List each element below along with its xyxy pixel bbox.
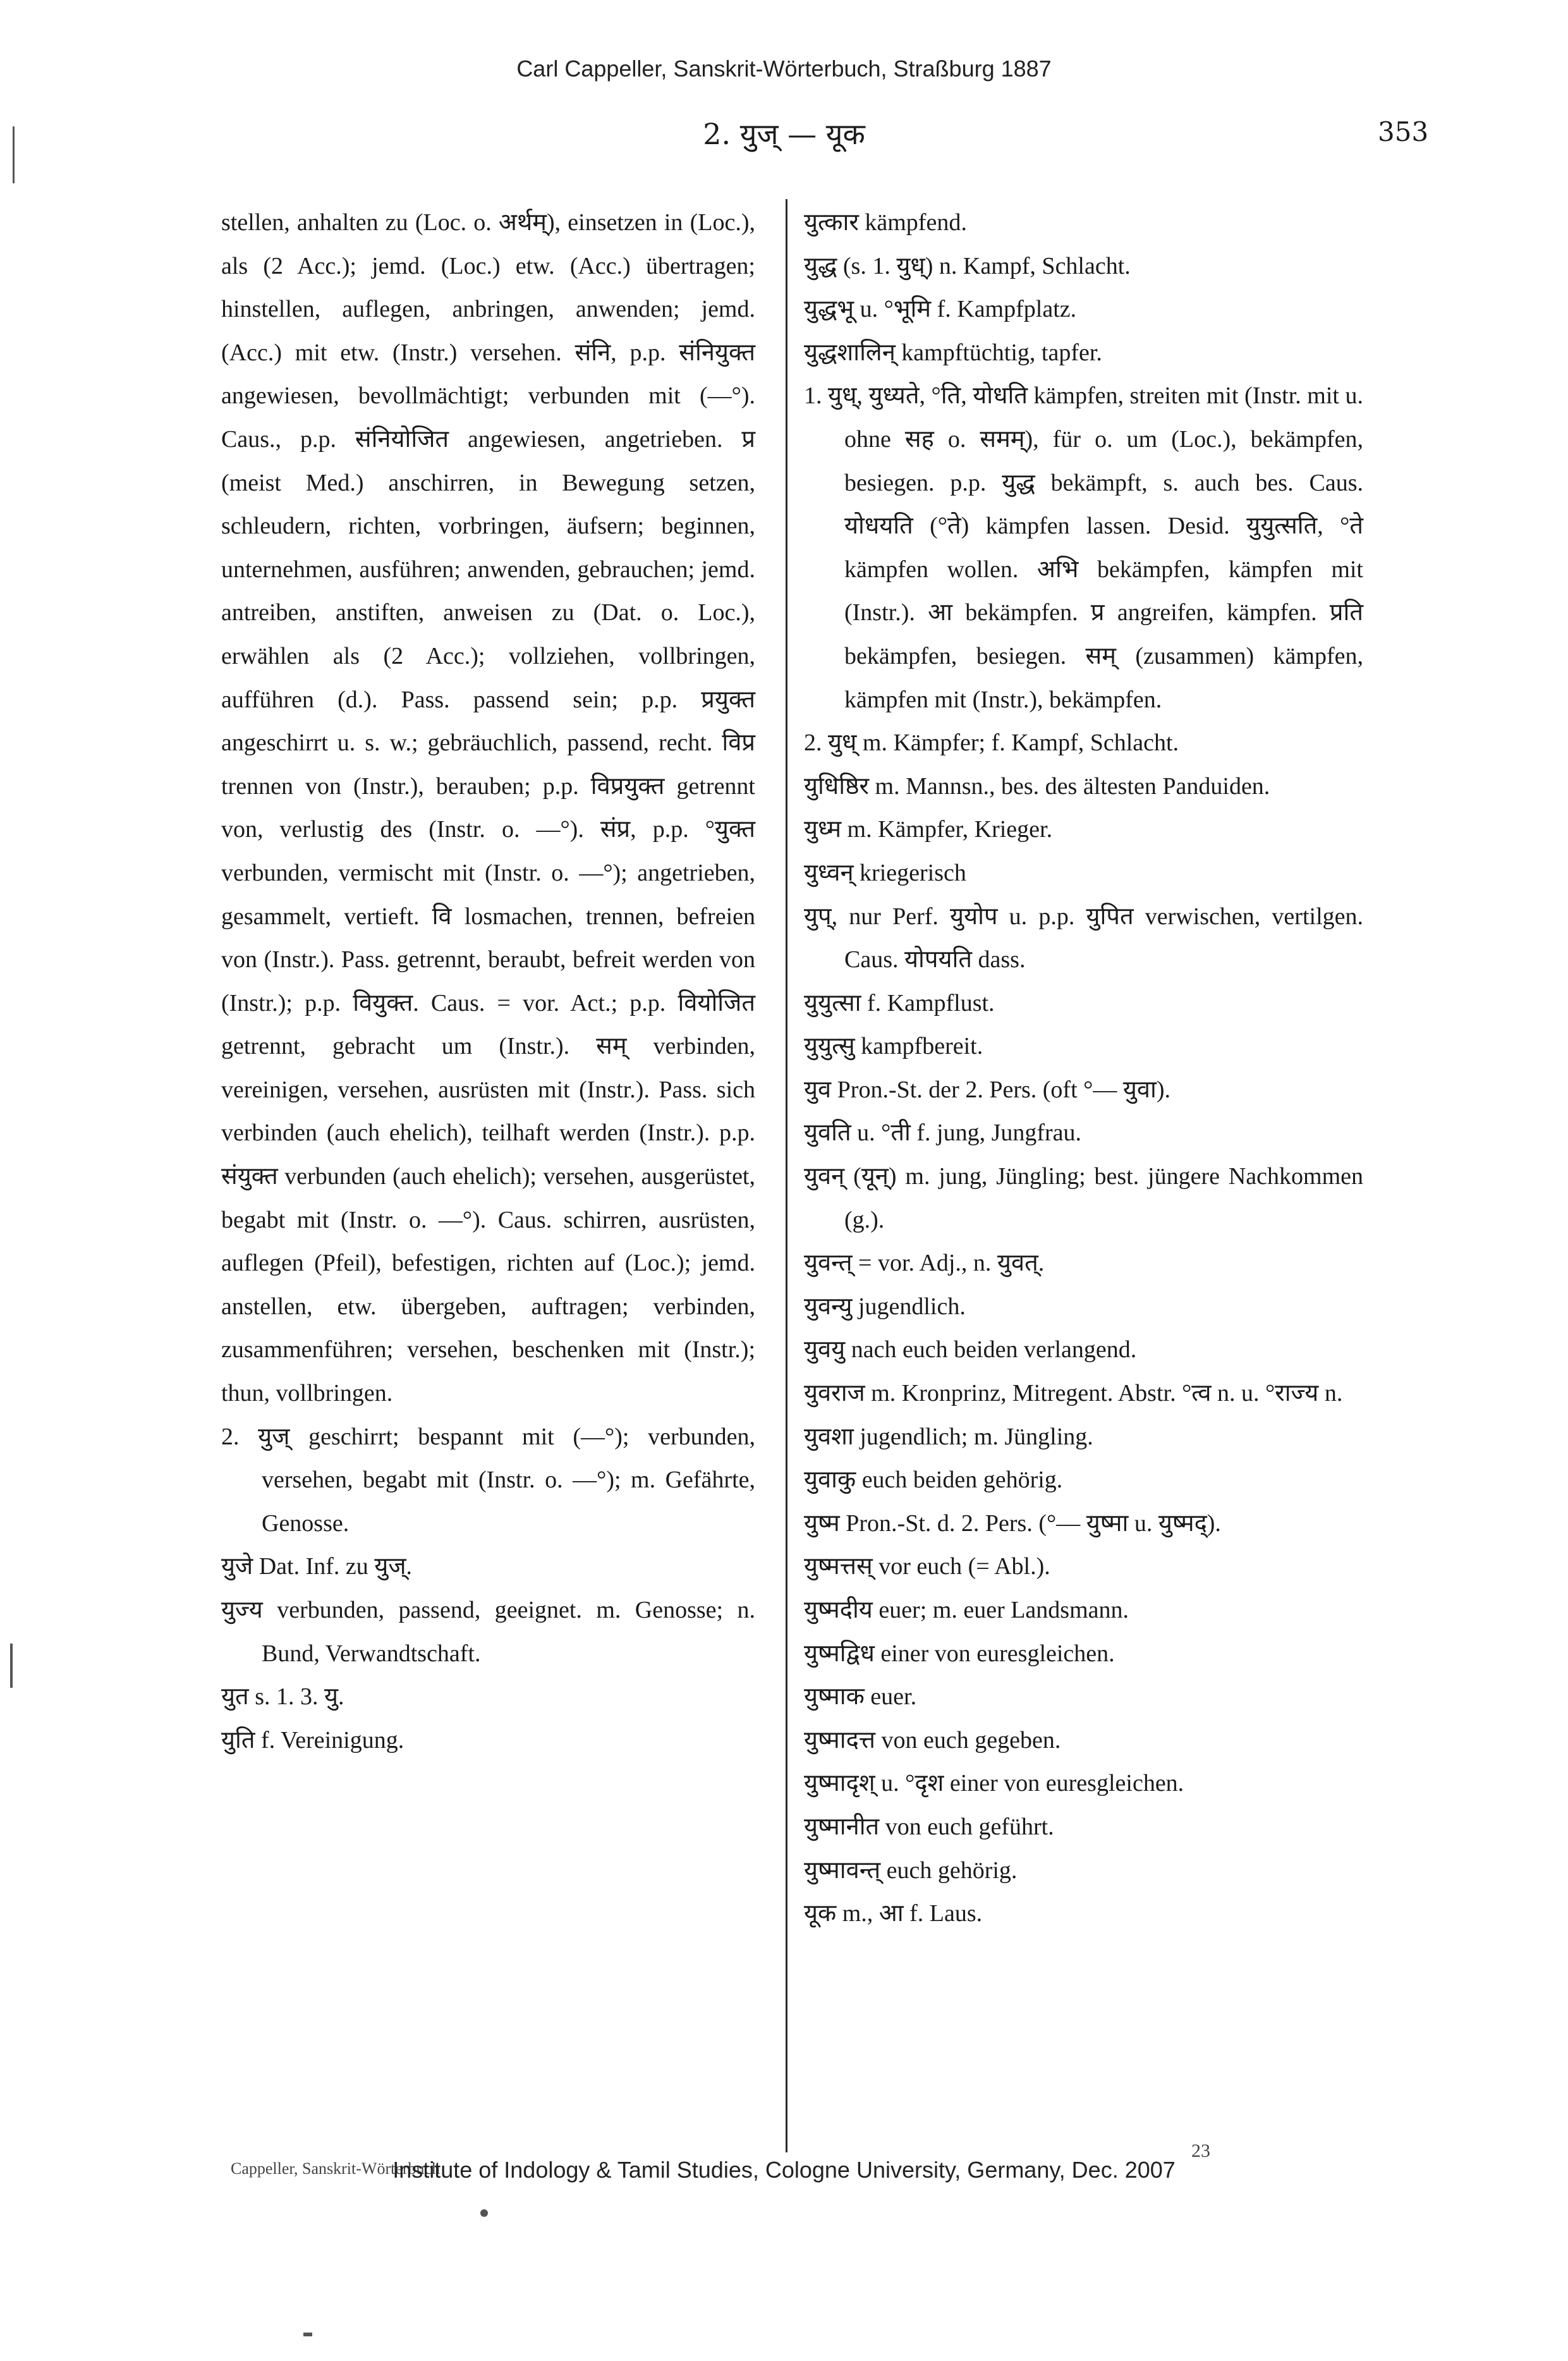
dictionary-entry: युवशा jugendlich; m. Jüngling. — [804, 1423, 1093, 1450]
dictionary-entry: युद्ध (s. 1. युध्) n. Kampf, Schlacht. — [804, 252, 1131, 279]
page-number: 353 — [1378, 116, 1429, 147]
left-column — [221, 201, 755, 1762]
sheet-number: 23 — [1191, 2140, 1210, 2161]
dictionary-entry: युप्, nur Perf. युयोप u. p.p. युपित verwischen, vertilgen. Caus. योपयति dass. — [804, 903, 1363, 973]
dictionary-entry: युष्मत्तस् vor euch (= Abl.). — [804, 1553, 1050, 1580]
dictionary-entry: युध्म m. Kämpfer, Krieger. — [804, 816, 1053, 843]
dictionary-entry: युष्माक euer. — [804, 1683, 917, 1711]
dictionary-entry: युष्मानीत von euch geführt. — [804, 1813, 1054, 1840]
dictionary-entry: युष्म Pron.-St. d. 2. Pers. (°— युष्मा u. युष्मद्). — [804, 1510, 1221, 1537]
dictionary-entry: युद्धशालिन् kampftüchtig, tapfer. — [804, 339, 1102, 366]
dictionary-entry: युष्मादृश् u. °दृश einer von euresgleichen. — [804, 1770, 1184, 1797]
dictionary-entry: युष्मदीय euer; m. euer Landsmann. — [804, 1597, 1129, 1623]
column-divider — [786, 199, 787, 2152]
running-head: 2. युज् — यूक — [703, 117, 865, 151]
dictionary-entry: युवन्त् = vor. Adj., n. युवत्. — [804, 1250, 1045, 1277]
digitization-footer: Institute of Indology & Tamil Studies, Cologne University, Germany, Dec. 2007 — [392, 2157, 1176, 2183]
dictionary-entry: युवन्यु jugendlich. — [804, 1293, 966, 1320]
dictionary-entry: युवाकु euch beiden gehörig. — [804, 1467, 1063, 1494]
margin-mark — [480, 2209, 488, 2217]
dictionary-entry: 1. युध्, युध्यते, °ति, योधति kämpfen, streiten mit (Instr. mit u. ohne सह o. समम्), für o. um (Loc.), bekämpfen, besiegen. p.p. युद्ध bekämpft, s. auch bes. Caus. योधयति (°ते) kämpfen lassen. Desid. युयुत्सति, °ते kämpfen wollen. अभि bekämpfen, kämpfen mit (Instr.). आ bekämpfen. प्र angreifen, kämpfen. प्रति bekämpfen, besiegen. सम् (zusammen) kämpfen, kämpfen mit (Instr.), bekämpfen. — [804, 382, 1363, 713]
margin-mark — [10, 1644, 13, 1688]
dictionary-entry: युत्कार kämpfend. — [804, 209, 967, 236]
dictionary-entry: युद्धभू u. °भूमि f. Kampfplatz. — [804, 296, 1077, 323]
dictionary-entry: युष्मादत्त von euch gegeben. — [804, 1726, 1061, 1754]
dictionary-entry: stellen, anhalten zu (Loc. o. अर्थम्), einsetzen in (Loc.), als (2 Acc.); jemd. (Loc.) etw. (Acc.) übertragen; hinstellen, auflegen, anbringen, anwenden; jemd. (Acc.) mit etw. (Instr.) versehen. संनि, p.p. संनियुक्त angewiesen, bevollmächtigt; verbunden mit (—°). Caus., p.p. संनियोजित angewiesen, angetrieben. प्र (meist Med.) anschirren, in Bewegung setzen, schleudern, richten, vorbringen, äufsern; beginnen, unternehmen, ausführen; anwenden, gebrauchen; jemd. antreiben, anstiften, anweisen zu (Dat. o. Loc.), erwählen als (2 Acc.); vollziehen, vollbringen, aufführen (d.). Pass. passend sein; p.p. प्रयुक्त angeschirrt u. s. w.; gebräuchlich, passend, recht. विप्र trennen von (Instr.), berauben; p.p. विप्रयुक्त getrennt von, verlustig des (Instr. o. —°). संप्र, p.p. °युक्त verbunden, vermischt mit (Instr. o. —°); angetrieben, gesammelt, vertieft. वि losmachen, trennen, befreien von (Instr.). Pass. getrennt, beraubt, befreit werden von (Instr.); p.p. वियुक्त. Caus. = vor. Act.; p.p. वियोजित getrennt, gebracht um (Instr.). सम् verbinden, vereinigen, versehen, ausrüsten mit (Instr.). Pass. sich verbinden (auch ehelich), teilhaft werden (Instr.). p.p. संयुक्त verbunden (auch ehelich); versehen, ausgerüstet, begabt mit (Instr. o. —°). Caus. schirren, ausrüsten, auflegen (Pfeil), befestigen, richten auf (Loc.); jemd. anstellen, etw. übergeben, auftragen; verbinden, zusammenführen; versehen, beschenken mit (Instr.); thun, vollbringen. — [221, 209, 755, 1407]
dictionary-entry: युयुत्सा f. Kampflust. — [804, 989, 995, 1016]
dictionary-entry: युवयु nach euch beiden verlangend. — [804, 1336, 1137, 1364]
dictionary-entry: युष्मद्विध einer von euresgleichen. — [804, 1640, 1115, 1667]
dictionary-entry: 2. युध् m. Kämpfer; f. Kampf, Schlacht. — [804, 729, 1179, 757]
dictionary-entry: युजे Dat. Inf. zu युज्. — [221, 1553, 413, 1580]
dictionary-entry: युत s. 1. 3. यु. — [221, 1683, 344, 1711]
dictionary-entry: युध्वन् kriegerisch — [804, 859, 966, 886]
dictionary-entry: युवति u. °ती f. jung, Jungfrau. — [804, 1119, 1082, 1147]
dictionary-entry: यूक m., आ f. Laus. — [804, 1900, 983, 1927]
dictionary-entry: युष्मावन्त् euch gehörig. — [804, 1857, 1018, 1884]
dictionary-entry: युवराज m. Kronprinz, Mitregent. Abstr. °त्व n. u. °राज्य n. — [804, 1380, 1343, 1407]
dictionary-entry: युव Pron.-St. der 2. Pers. (oft °— युवा). — [804, 1076, 1170, 1103]
margin-mark — [13, 126, 15, 183]
dictionary-entry: युति f. Vereinigung. — [221, 1726, 404, 1754]
page-header — [0, 114, 1568, 152]
scan-signature: Cappeller, Sanskrit-Wörterbuch — [231, 2159, 441, 2178]
dictionary-entry: युयुत्सु kampfbereit. — [804, 1033, 983, 1060]
right-column — [804, 201, 1363, 1936]
dictionary-entry: युधिष्ठिर m. Mannsn., bes. des ältesten Panduiden. — [804, 772, 1270, 800]
digitization-header: Carl Cappeller, Sanskrit-Wörterbuch, Straßburg 1887 — [516, 56, 1052, 82]
dictionary-entry: युवन् (यून्) m. jung, Jüngling; best. jüngere Nachkommen (g.). — [804, 1163, 1363, 1233]
margin-mark — [303, 2333, 312, 2336]
dictionary-entry: 2. युज् geschirrt; bespannt mit (—°); verbunden, versehen, begabt mit (Instr. o. —°); m. Gefährte, Genosse. — [221, 1423, 755, 1537]
dictionary-entry: युज्य verbunden, passend, geeignet. m. Genosse; n. Bund, Verwandtschaft. — [221, 1597, 755, 1667]
